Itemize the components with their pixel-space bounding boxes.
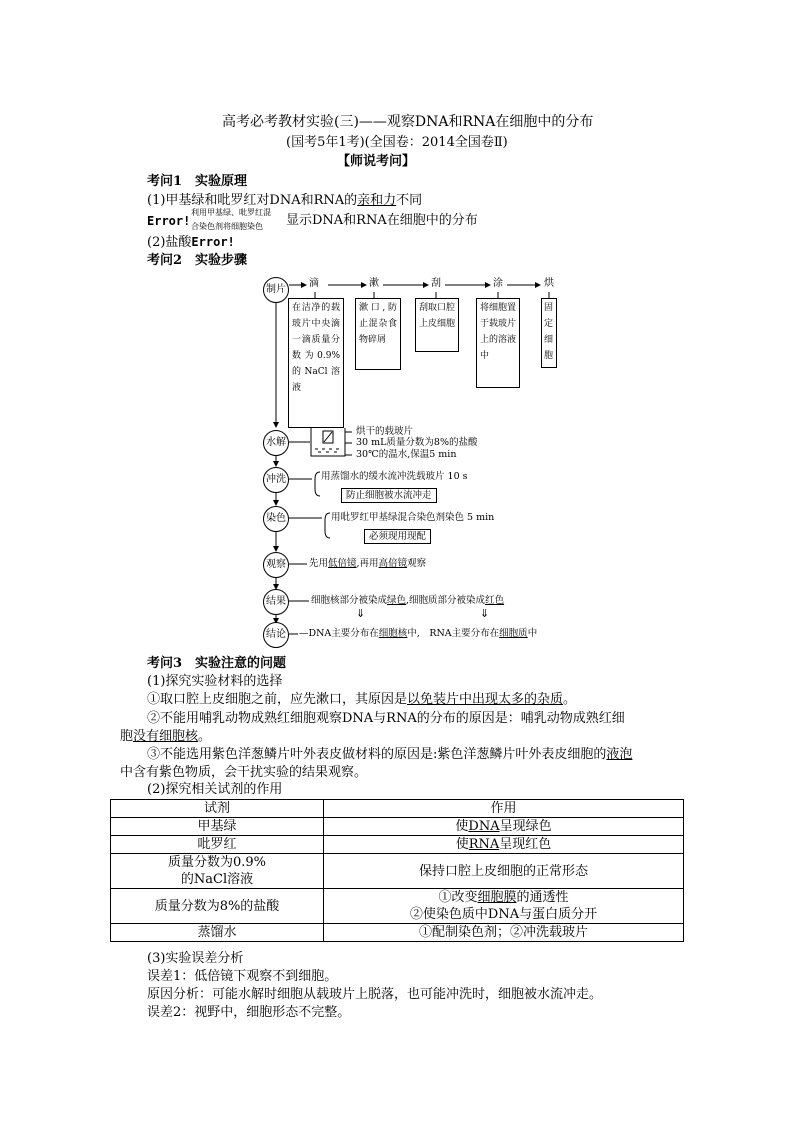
step-jielun: 结论 xyxy=(263,622,289,648)
conclusion-line: —DNA主要分布在细胞核中, RNA主要分布在细胞质中 xyxy=(299,628,538,639)
effect-cell: 保持口腔上皮细胞的正常形态 xyxy=(324,854,684,889)
table-row xyxy=(111,889,684,924)
stain-line: 用吡罗红甲基绿混合染色剂染色 5 min xyxy=(331,512,495,523)
label-gua: 刮 xyxy=(431,278,441,289)
step-zhipian: 制片 xyxy=(263,277,289,303)
box-tu: 将细胞置于载玻片上的溶液中 xyxy=(476,298,520,388)
q1-small-top: 利用甲基绿、吡罗红混 xyxy=(191,208,271,217)
table-row xyxy=(111,924,684,942)
wash-line: 用蒸馏水的缓水流冲洗载玻片 10 s xyxy=(321,471,468,482)
q3-s1: (1)探究实验材料的选择 xyxy=(147,674,283,689)
section-header: 【师说考问】 xyxy=(337,154,416,169)
reagent-cell: 甲基绿 xyxy=(111,818,324,836)
step-shuijie: 水解 xyxy=(263,430,289,456)
q1-p1: (1)甲基绿和吡罗红对DNA和RNA的亲和力不同 xyxy=(147,193,423,208)
table-row xyxy=(111,854,684,889)
step-jieguo: 结果 xyxy=(263,589,289,615)
reagent-cell: 蒸馏水 xyxy=(111,924,324,942)
svg-text:⇓: ⇓ xyxy=(356,607,366,620)
label-tu: 涂 xyxy=(493,278,503,289)
box-di: 在洁净的载玻片中央滴一滴质量分数为0.9%的NaCl溶液 xyxy=(288,298,344,428)
page-subtitle: (国考5年1考)(全国卷：2014全国卷Ⅱ) xyxy=(286,135,508,150)
q3-heading: 考问3 实验注意的问题 xyxy=(147,656,287,671)
error-text: Error! xyxy=(147,214,191,228)
q3-i3: ③不能选用紫色洋葱鳞片叶外表皮做材料的原因是:紫色洋葱鳞片叶外表皮细胞的液泡 xyxy=(147,747,633,762)
table-row xyxy=(111,836,684,854)
effect-cell: ①改变细胞膜的通透性 ②使染色质中DNA与蛋白质分开 xyxy=(324,889,684,924)
reagent-cell: 质量分数为0.9% 的NaCl溶液 xyxy=(111,854,324,889)
observe-line: 先用低倍镜,再用高倍镜观察 xyxy=(309,558,427,569)
label-hong: 烘 xyxy=(544,278,554,289)
q3-s3: (3)实验误差分析 xyxy=(147,951,244,966)
q3-i1: ①取口腔上皮细胞之前，应先漱口，其原因是以免装片中出现太多的杂质。 xyxy=(147,692,577,707)
hydro-line-1: 烘干的载玻片 xyxy=(356,426,414,437)
q3-i3-cont: 中含有紫色物质，会干扰实验的结果观察。 xyxy=(120,765,368,780)
q3-i2: ②不能用哺乳动物成熟红细胞观察DNA与RNA的分布的原因是：哺乳动物成熟红细 xyxy=(147,711,625,726)
effect-cell: 使RNA呈现红色 xyxy=(324,836,684,854)
step-guancha: 观察 xyxy=(263,552,289,578)
q3-i2-cont: 胞没有细胞核。 xyxy=(120,729,212,744)
table-row xyxy=(111,818,684,836)
wash-box: 防止细胞被水流冲走 xyxy=(341,488,437,503)
reagent-table xyxy=(110,799,684,942)
step-chongxi: 冲洗 xyxy=(263,467,289,493)
q1-small-bottom: 合染色剂将细胞染色 xyxy=(191,222,263,231)
error-text-2: Error! xyxy=(191,235,235,249)
q2-heading: 考问2 实验步骤 xyxy=(147,253,248,268)
page-title: 高考必考教材实验(三)——观察DNA和RNA在细胞中的分布 xyxy=(222,114,594,130)
reagent-cell: 吡罗红 xyxy=(111,836,324,854)
box-shu: 漱口,防止混杂食物碎屑 xyxy=(355,298,401,370)
box-hong: 固定细胞 xyxy=(541,298,557,368)
q3-e3: 误差2：视野中，细胞形态不完整。 xyxy=(147,1005,351,1020)
hydro-line-2: 30 mL质量分数为8%的盐酸 xyxy=(356,437,478,448)
reagent-cell: 质量分数为8%的盐酸 xyxy=(111,889,324,924)
box-gua: 刮取口腔上皮细胞 xyxy=(415,298,459,352)
effect-cell: 使DNA呈现绿色 xyxy=(324,818,684,836)
stain-box: 必须现用现配 xyxy=(364,529,431,544)
result-line: 细胞核部分被染成绿色,细胞质部分被染成红色 xyxy=(311,595,505,606)
svg-text:⇓: ⇓ xyxy=(480,607,490,620)
q3-s2: (2)探究相关试剂的作用 xyxy=(147,782,283,797)
label-shu: 漱 xyxy=(369,278,379,289)
hydro-line-3: 30℃的温水,保温5 min xyxy=(356,449,457,460)
q1-p3: (2)盐酸Error! xyxy=(147,235,235,250)
q3-e1: 误差1：低倍镜下观察不到细胞。 xyxy=(147,969,338,984)
table-header-reagent: 试剂 xyxy=(111,800,324,818)
q3-e2: 原因分析：可能水解时细胞从载玻片上脱落，也可能冲洗时，细胞被水流冲走。 xyxy=(147,987,603,1002)
label-di: 滴 xyxy=(309,278,319,289)
table-header-effect: 作用 xyxy=(324,800,684,818)
table-header-row xyxy=(111,800,684,818)
effect-cell: ①配制染色剂；②冲洗载玻片 xyxy=(324,924,684,942)
q1-heading: 考问1 实验原理 xyxy=(147,174,248,189)
q1-p2-tail: 显示DNA和RNA在细胞中的分布 xyxy=(286,213,478,228)
step-ranse: 染色 xyxy=(263,506,289,532)
